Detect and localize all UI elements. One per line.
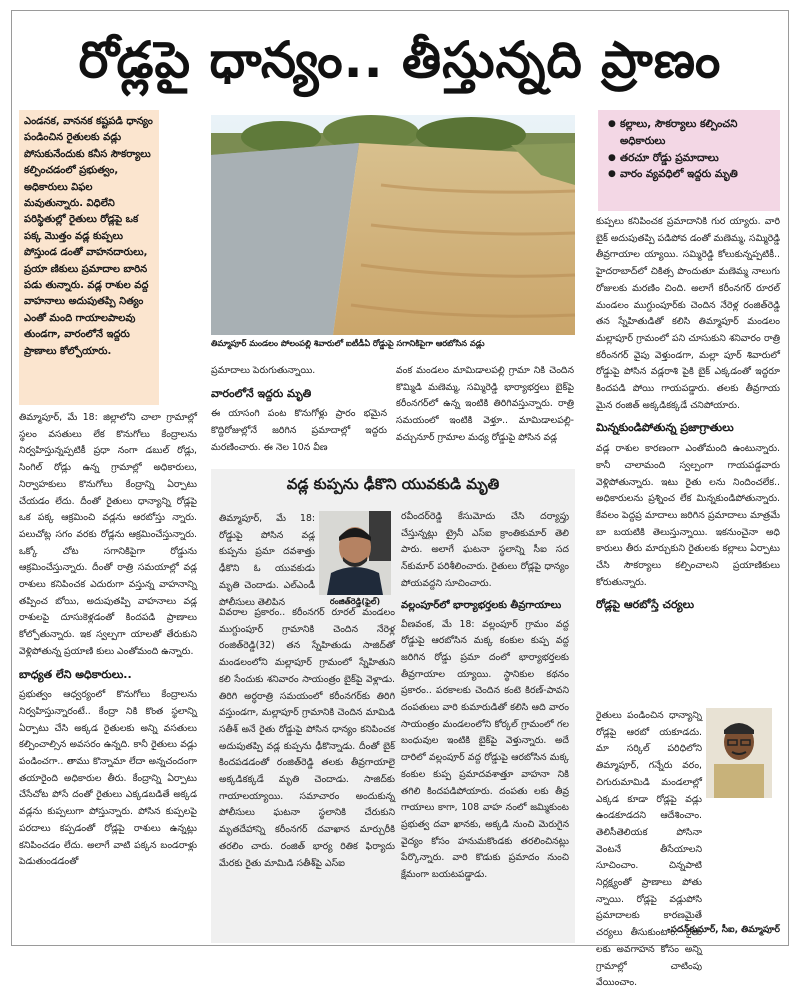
highlight-item: ● కల్లాలు, సౌకర్యాలు కల్పించని అధికారులు	[620, 116, 774, 150]
highlights-box	[598, 110, 780, 211]
story-col2	[401, 509, 569, 937]
col4-sub-text: వడ్ల రాశుల కారణంగా ఎంతోమంది ఉంటున్నారు. కానీ చాలామంది స్వల్పంగా గాయపడ్డవారు వెళ్లిపోతున్నారు. ఇటు రైతు లను నిందించలేక.. అధికారులను ప్రశ్నించ లేక మిన్నకుండిపోతున్నారు. కేవలం పెద్దప్ర మాదాలు జరిగిన ప్రమాదాలు మాత్రమే బా బయటికి తెలుస్తున్నాయి. ఇకనుంచైనా అధి కారులు తీరు మార్చుకుని రైతులకు కల్లాలు ఏర్పాటు చేసి సౌకర్యాలు కల్పించాలని ప్రయాణికులు కోరుతున్నారు.	[596, 443, 780, 588]
column-3	[396, 363, 574, 463]
col4-subheading: మిన్నకుండిపోతున్న ప్రజాగ్రాతులు	[596, 421, 734, 435]
newspaper-page	[11, 10, 789, 989]
highlights-list	[608, 116, 774, 183]
police-officer-photo	[706, 708, 772, 798]
col4-quote-continued	[596, 801, 780, 923]
col2-subheading: వారంలోనే ఇద్దరు మృతి	[211, 386, 312, 400]
column-4	[596, 214, 780, 704]
headline: రోడ్లపై ధాన్యం.. తీస్తున్నది ప్రాణం	[78, 31, 722, 89]
col4-main-text: కుప్పలు కనిపించక ప్రమాదానికి గుర య్యారు. వారి బైక్ అదుపుతప్పి పడిపోవ డంతో మణెమ్మ, సమ్మిరెడ్డి తీవ్రగాయాల య్యాయి. సమ్మిరెడ్డి కోలుకున్నప్పటికీ.. హైదరాబాద్‌లో చికిత్స పొందుతూ మణెమ్మ నాలుగు రోజులకు మరణిం చింది. అలాగే కరీంనగర్ రూరల్ మండలం ముగ్దుంపూర్‌కు చెందిన నేరెళ్ల రంజిత్‌రెడ్డి తన స్నేహితుడితో కలిసి తిమ్మాపూర్ మండలం మల్లాపూర్ గ్రామంలో పని చూసుకుని శనివారం రాత్రి కరీంనగర్ వైపు వెళ్తుండగా, మల్లా పూర్ శివారులో రోడ్డుపై పోసిన వడ్లరాశి పైకి బైక్ ఎక్కడంతో ఇద్దరూ కిందపడి పోయి గాయపడ్డారు. తలకు తీవ్రగాయ మైన రంజిత్ అక్కడికక్కడే చనిపోయారు.	[596, 216, 780, 411]
col2-sub-text: ఈ యాసంగి పంట కొనుగోళ్లు ప్రారం భమైన కొద్దిరోజుల్లోనే జరిగిన ప్రమాదాల్లో ఇద్దరు మరణించారు. ఈ నెల 10న వీణ	[211, 408, 387, 453]
col4-quote-text: రైతులు పండించిన ధాన్యాన్ని రోడ్లపై ఆరబో యకూడదు. మా సర్కిల్ పరిధిలోని తిమ్మాపూర్, గన్నేరు వరం, చిగురుమామిడి మండలాల్లో ఎక్కడ కూడా రోడ్లపై వడ్లు ఉండకూడదని ఆదేశించాం. తెలిసీతెలియక పోసినా వెంటనే తీసేయాలని సూచించాం. చిన్నపాటి నిర్లక్ష్యంతో ప్రాణాలు పోతు న్నాయి. రోడ్లపై వడ్లుపోసి ప్రమాదాలకు కారణమైతే చర్యలు తీసుకుంటాం. రైతు లకు అవగాహన కోసం అన్ని గ్రామాల్లో చాటింపు వేయించాం.	[596, 710, 702, 989]
highlight-item: ● వారం వ్యవధిలో ఇద్దరు మృతి	[620, 166, 774, 183]
story-col1: వివరాల ప్రకారం.. కరీంనగర్ రూరల్ మండలం ముగ్దుంపూర్ గ్రామానికి చెందిన నేరెళ్ల రంజిత్‌రెడ్డి(32) తన స్నేహితుడు సాజిద్‌తో మండలంలోని మల్లాపూర్ గ్రామంలో స్నేహితుని కలి సేందుకు శనివారం సాయంత్రం బైక్‌పై వెళ్లాడు. తిరిగి అర్ధరాత్రి సమయంలో కరీంనగర్‌కు తిరిగి వస్తుండగా, మల్లాపూర్ గ్రామానికి చెందిన మామిడి సతీశ్ అనే రైతు రోడ్డుపై పోసిన ధాన్యం కనిపించక అదుపుతప్పి వడ్ల కుప్పను ఢీకొన్నాడు. దీంతో బైక్ కిందపడడంతో రంజిత్‌రెడ్డి తలకు తీవ్రగాయాలై అక్కడికక్కడే మృతి చెందాడు. సాజిద్‌కు గాయాలయ్యాయి. సమాచారం అందుకున్న పోలీసులు ఘటనా స్థలానికి చేరుకుని మృతదేహాన్ని కరీంనగర్ దవాఖాన మార్చురీకి తరలిం చారు. రంజిత్ భార్య రితిక ఫిర్యాదు మేరకు రైతు మామిడి సతీశ్‌పై ఎస్‌ఐ	[219, 607, 395, 869]
column-2	[211, 363, 387, 463]
signature: -సదన్‌కుమార్, సీఐ, తిమ్మాపూర్	[666, 925, 780, 935]
victim-photo-label: రంజిత్‌రెడ్డి(ఫైల్)	[329, 597, 381, 606]
col1-sub-text: ప్రభుత్వం ఆధ్వర్యంలో కొనుగోలు కేంద్రాలను నిర్వహిస్తున్నారంటే.. కేంద్రా నికి కొంత స్థలాన్ని ఏర్పాటు చేసి అక్కడ రైతులకు అన్ని వసతులు కల్పించాల్సిన అవసరం ఉన్నది. కానీ రైతులు వడ్లు పండించగా.. తాము కొన్నామా లేదా అన్నచందంగా తయారైంది అధికారుల తీరు. కేంద్రాన్ని ఏర్పాటు చేసేచోట పోసే దంతో రైతులు ఎక్కడబడితే అక్కడ వడ్లను కుప్పలుగా పోస్తున్నారు. పోసిన కుప్పలపై పరదాలు కప్పడంతో రోడ్లపై రాశులు ఉన్నట్లు కనిపించడం లేదు. అలాగే వాటి పక్కన బండరాళ్లు పెడుతుండడంతో	[19, 689, 197, 868]
photo-caption: తిమ్మాపూర్ మండలం పోలంపల్లి శివారులో ఐటీడీఏ రోడ్డుపై సగానికిపైగా ఆరబోసిన వడ్లు	[211, 338, 485, 348]
col1-main-text: తిమ్మాపూర్, మే 18: జిల్లాలోని చాలా గ్రామాల్లో స్థలం వసతులు లేక కొనుగోలు కేంద్రాలను నిర్వహిస్తున్నప్పటికీ ప్రధా నంగా డబుల్ రోడ్లు, సింగిల్ రోడ్లు ఉన్న గ్రామాల్లో అధికారులు, నిర్వాహకులు కొనుగోలు కేంద్రాన్ని ఏర్పాటు చేయడం లేదు. దీంతో రైతులు ధాన్యాన్ని రోడ్లపై ఒక పక్క ఆక్రమించి వడ్లను ఆరబోస్తు న్నారు. పలుచోట్ల సగం వరకు రోడ్లను ఆక్రమించేస్తున్నారు. ఒక్కో చోట సగానికిపైగా రోడ్డును ఆక్రమించేస్తున్నారు. దీంతో రాత్రి సమయాల్లో వడ్ల రాశులు కనిపించక ఎదురుగా వస్తున్న వాహనాన్ని తప్పించ బోయి, అదుపుతప్పి వాహనాలు వడ్ల రాశులపై దూసుకెళ్లడంతో కిందపడి ప్రాణాలు కోల్పోతున్నారు. ఇక స్వల్పగా యాలతో తేరుకుని వెళ్లిపోతున్న ప్రయాణి కులు ఎంతోమంది ఉన్నారు.	[19, 412, 197, 657]
story-box-title: వడ్ల కుప్పను ఢీకొని యువకుడి మృతి	[286, 475, 500, 493]
col3-text: వంక మండలం మామిడాలపల్లి గ్రామా నికి చెందిన కొమ్మిడి మణెమ్మ, సమ్మిరెడ్డి భార్యాభర్తలు బైక్‌పై కరీంనగర్‌లో ఉన్న ఇంటికి తిరిగివస్తున్నారు. రాత్రి సమయంలో ఇంటికి వెళ్తూ.. మామిడాలపల్లి-వచ్చునూర్ గ్రామాల మధ్య రోడ్డుపై పోసిన వడ్ల	[396, 365, 574, 443]
col4-subheading-2: రోడ్లపై ఆరబోస్తే చర్యలు	[596, 598, 695, 612]
story-lead: తిమ్మాపూర్, మే 18: రోడ్డుపై పోసిన వడ్ల కుప్పను ప్రమా దవశాత్తు ఢీకొని ఓ యువకుడు మృతి చెందాడు. ఎల్‌ఎండీ పోలీసులు తెలిపిన	[219, 513, 315, 608]
road-grain-photo	[211, 115, 575, 335]
story-col2-top: రవీందర్‌రెడ్డి కేసుమోదు చేసి దర్యాప్తు చేస్తున్నట్లు ట్రైనీ ఎస్‌ఐ క్రాంతికుమార్ తెలి పారు. అలాగే ఘటనా స్థలాన్ని సీఐ సద న్‌కుమార్ పరిశీలించారు. రైతులు రోడ్లపై ధాన్యం పోయవద్దని సూచించారు.	[401, 511, 569, 589]
col2-top-text: ప్రమాదాలు పెరుగుతున్నాయి.	[211, 365, 316, 376]
col1-subheading: బాధ్యత లేని అధికారులు..	[19, 667, 132, 681]
column-1	[19, 410, 197, 940]
story-col2-text: వీణవంక, మే 18: వల్లంపూర్ గ్రామం వద్ద రోడ్డుపై ఆరబోసిన మక్క కంకుల కుప్ప వద్ద జరిగిన రోడ్డు ప్రమా దంలో భార్యాభర్తలకు తీవ్రగాయాల య్యాయి. స్థానికుల కథనం ప్రకారం.. పరకాలకు చెందిన కంటె కిరణ్-పావని దంపతులు వారి కుమారుడితో కలిసి ఆది వారం సాయంత్రం మండలంలోని కోర్కల్ గ్రామంలో గల బంధువుల ఇంటికి బైక్‌పై వెళ్తున్నారు. అదే దారిలో వల్లంపూర్ వద్ద రోడ్డుపై ఆరబోసిన మక్క కంకుల కుప్ప ప్రమాదవశాత్తూ వాహనా నికి తగిలి కిందపడిపోయారు. దంపతు లకు తీవ్ర గాయాలు కాగా, 108 వాహ నంలో జమ్మికుంట ప్రభుత్వ దవా ఖానకు, అక్కడి నుంచి మెరుగైన వైద్యం కోసం హనుమకొండకు తరలించినట్లు పేర్కొన్నారు. వారి కొడుకు ప్రమాదం నుంచి క్షేమంగా బయటపడ్డాడు.	[401, 618, 569, 881]
col4-quote-start	[596, 708, 702, 989]
intro-box: ఎండనక, వాననక కష్టపడి ధాన్యం పండించిన రైతులకు వడ్లు పోసుకునేందుకు కనీస సౌకర్యాలు కల్పించడంలో ప్రభుత్వం, అధికారులు విఫల మవుతున్నారు. విధిలేని పరిస్థితుల్లో రైతులు రోడ్లపై ఒక పక్క మొత్తం వడ్ల కుప్పలు పోస్తుండ డంతో వాహనదారులు, ప్రయా ణికులు ప్రమాదాల బారిన పడు తున్నారు. వడ్ల రాశుల వద్ద వాహనాలు అదుపుతప్పి నిత్యం ఎంతో మంది గాయాలపాలవు తుండగా, వారంలోనే ఇద్దరు ప్రాణాలు కోల్పోయారు.	[19, 110, 159, 405]
victim-portrait	[319, 511, 391, 595]
highlight-item: ● తరచూ రోడ్డు ప్రమాదాలు	[620, 150, 774, 167]
story-box	[211, 469, 575, 943]
story-col2-subheading: వల్లంపూర్‌లో భార్యాభర్తలకు తీవ్రగాయాలు	[401, 599, 562, 611]
